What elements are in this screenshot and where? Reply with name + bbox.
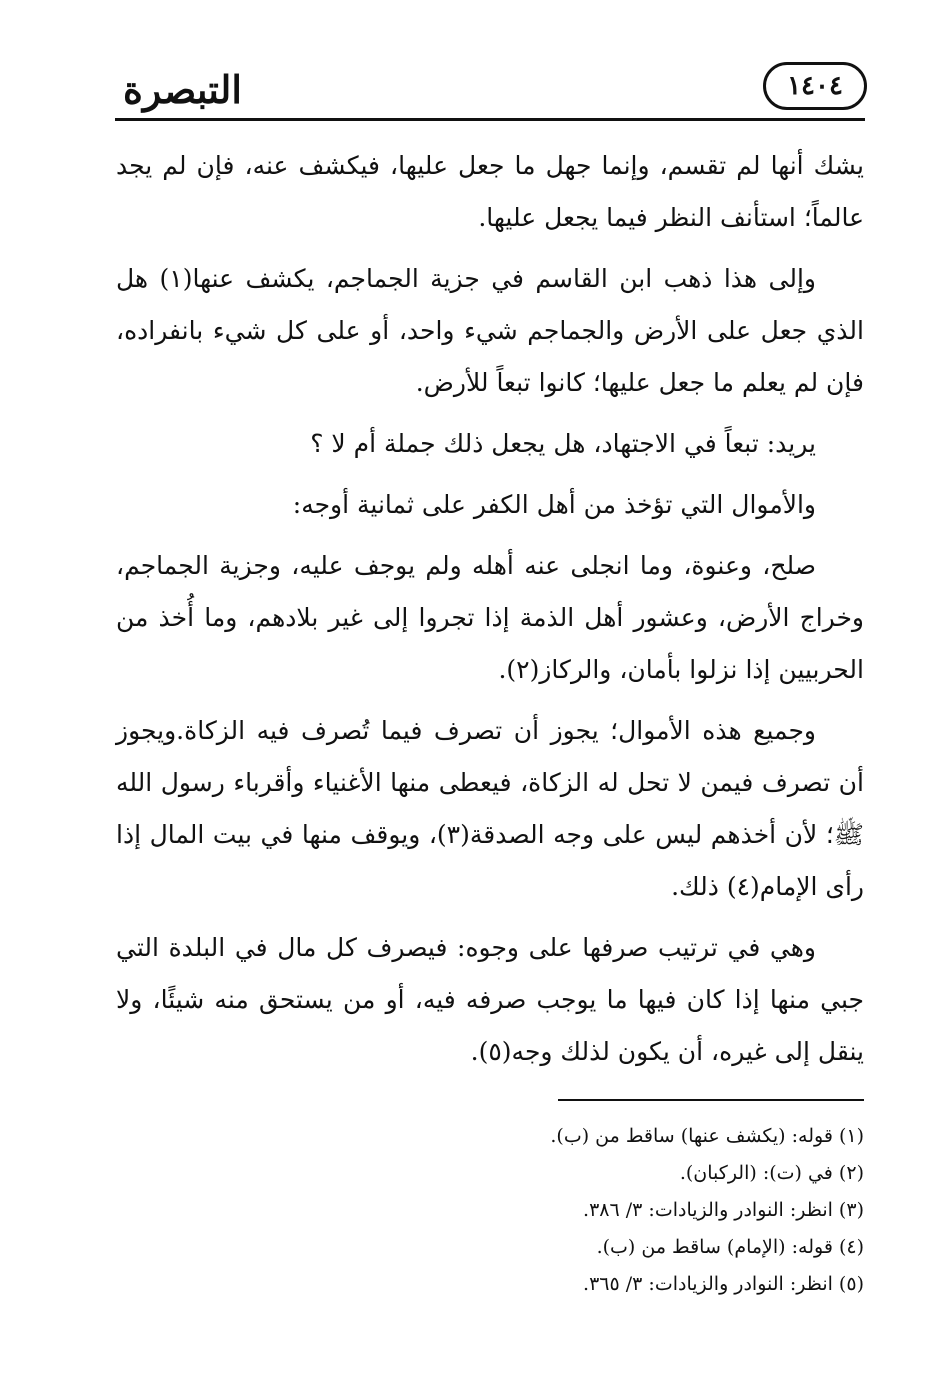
- paragraph: وجميع هذه الأموال؛ يجوز أن تصرف فيما تُصرف فيه الزكاة.ويجوز أن تصرف فيمن لا تحل له الزكاة، فيعطى منها الأغنياء وأقرباء رسول الله ﷺ؛ لأن أخذهم ليس على وجه الصدقة(٣)، ويوقف منها في بيت المال إذا رأى الإمام(٤) ذلك.: [116, 716, 864, 901]
- paragraph: وإلى هذا ذهب ابن القاسم في جزية الجماجم، يكشف عنها(١) هل الذي جعل على الأرض والجماجم شيء واحد، أو على كل شيء بانفراده، فإن لم يعلم ما جعل عليها؛ كانوا تبعاً للأرض.: [116, 264, 864, 397]
- footnote: (٢) في (ت): (الركبان).: [679, 1162, 864, 1184]
- footnote: (٣) انظر: النوادر والزيادات: ٣/ ٣٨٦.: [583, 1199, 864, 1221]
- paragraph: يشك أنها لم تقسم، وإنما جهل ما جعل عليها، فيكشف عنه، فإن لم يجد عالماً؛ استأنف النظر فيما يجعل عليها.: [116, 151, 864, 232]
- page-number: ١٤٠٤: [763, 62, 867, 110]
- header-rule: [115, 118, 865, 121]
- main-text: [116, 140, 864, 1078]
- footnote-separator: [558, 1099, 864, 1101]
- paragraph: وهي في ترتيب صرفها على وجوه: فيصرف كل مال في البلدة التي جبي منها إذا كان فيها ما يوجب صرفه فيه، أو من يستحق منه شيئًا، ولا ينقل إلى غيره، أن يكون لذلك وجه(٥).: [116, 933, 864, 1066]
- paragraph: يريد: تبعاً في الاجتهاد، هل يجعل ذلك جملة أم لا ؟: [310, 429, 816, 458]
- footnote: (١) قوله: (يكشف عنها) ساقط من (ب).: [550, 1125, 864, 1147]
- footnote: (٤) قوله: (الإمام) ساقط من (ب).: [596, 1236, 864, 1258]
- page-header: [115, 62, 867, 120]
- footnotes: [400, 1118, 864, 1303]
- footnote: (٥) انظر: النوادر والزيادات: ٣/ ٣٦٥.: [583, 1273, 864, 1295]
- book-title: التبصرة: [123, 67, 242, 112]
- paragraph: صلح، وعنوة، وما انجلى عنه أهله ولم يوجف عليه، وجزية الجماجم، وخراج الأرض، وعشور أهل الذمة إذا تجروا إلى غير بلادهم، وما أُخذ من الحربيين إذا نزلوا بأمان، والركاز(٢).: [116, 551, 864, 684]
- paragraph: والأموال التي تؤخذ من أهل الكفر على ثمانية أوجه:: [292, 490, 816, 519]
